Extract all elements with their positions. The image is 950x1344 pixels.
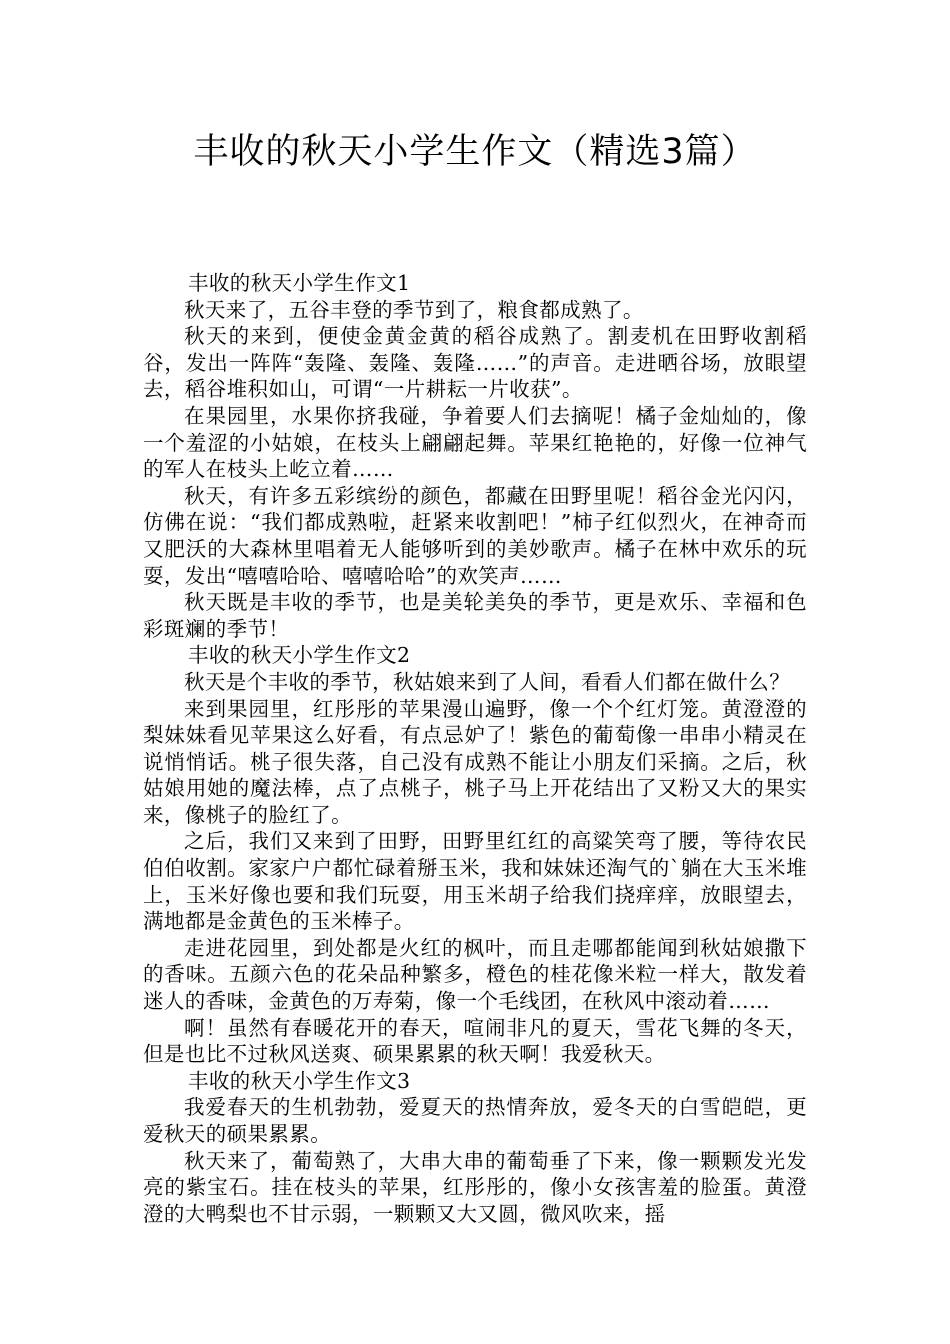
paragraph: 秋天，有许多五彩缤纷的颜色，都藏在田野里呢！稻谷金光闪闪，仿佛在说：“我们都成熟啦，赶紧来收割吧！”柿子红似烈火，在神奇而又肥沃的大森林里唱着无人能够听到的美妙歌声。橘子在林中欢乐的玩耍，发出“嘻嘻哈哈、嘻嘻哈哈”的欢笑声…… [143, 483, 807, 588]
paragraph: 啊！虽然有春暖花开的春天，喧闹非凡的夏天，雪花飞舞的冬天，但是也比不过秋风送爽、硕果累累的秋天啊！我爱秋天。 [143, 1015, 807, 1067]
document-body [143, 270, 807, 1227]
paragraph: 走进花园里，到处都是火红的枫叶，而且走哪都能闻到秋姑娘撒下的香味。五颜六色的花朵品种繁多，橙色的桂花像米粒一样大，散发着迷人的香味，金黄色的万寿菊，像一个毛线团，在秋风中滚动着…… [143, 935, 807, 1014]
paragraph: 我爱春天的生机勃勃，爱夏天的热情奔放，爱冬天的白雪皑皑，更爱秋天的硕果累累。 [143, 1095, 807, 1146]
paragraph: 秋天来了，葡萄熟了，大串大串的葡萄垂了下来，像一颗颗发光发亮的紫宝石。挂在枝头的苹果，红彤彤的，像小女孩害羞的脸蛋。黄澄澄的大鸭梨也不甘示弱，一颗颗又大又圆，微风吹来，摇 [143, 1148, 807, 1226]
section-heading-2: 丰收的秋天小学生作文2 [188, 643, 411, 668]
document-title: 丰收的秋天小学生作文（精选3篇） [193, 132, 757, 172]
paragraph: 秋天既是丰收的季节，也是美轮美奂的季节，更是欢乐、幸福和色彩斑斓的季节！ [143, 590, 807, 641]
paragraph: 在果园里，水果你挤我碰，争着要人们去摘呢！橘子金灿灿的，像一个羞涩的小姑娘，在枝头上翩翩起舞。苹果红艳艳的，好像一位神气的军人在枝头上屹立着…… [143, 403, 807, 482]
section-heading-1: 丰收的秋天小学生作文1 [188, 271, 411, 295]
paragraph: 来到果园里，红彤彤的苹果漫山遍野，像一个个红灯笼。黄澄澄的梨妹妹看见苹果这么好看，有点忌妒了！紫色的葡萄像一串串小精灵在说悄悄话。桃子很失落，自己没有成熟不能让小朋友们采摘。之后，秋姑娘用她的魔法棒，点了点桃子，桃子马上开花结出了又粉又大的果实来，像桃子的脸红了。 [143, 696, 807, 827]
paragraph: 秋天来了，五谷丰登的季节到了，粮食都成熟了。 [184, 297, 644, 322]
paragraph: 秋天的来到，便使金黄金黄的稻谷成熟了。割麦机在田野收割稻谷，发出一阵阵“轰隆、轰隆、轰隆……”的声音。走进晒谷场，放眼望去，稻谷堆积如山，可谓“一片耕耘一片收获”。 [143, 324, 807, 402]
section-heading-3: 丰收的秋天小学生作文3 [188, 1068, 411, 1093]
paragraph: 之后，我们又来到了田野，田野里红红的高粱笑弯了腰，等待农民伯伯收割。家家户户都忙碌着掰玉米，我和妹妹还淘气的`躺在大玉米堆上，玉米好像也要和我们玩耍，用玉米胡子给我们挠痒痒，放眼望去，满地都是金黄色的玉米棒子。 [143, 829, 807, 934]
paragraph: 秋天是个丰收的季节，秋姑娘来到了人间，看看人们都在做什么？ [184, 669, 791, 694]
